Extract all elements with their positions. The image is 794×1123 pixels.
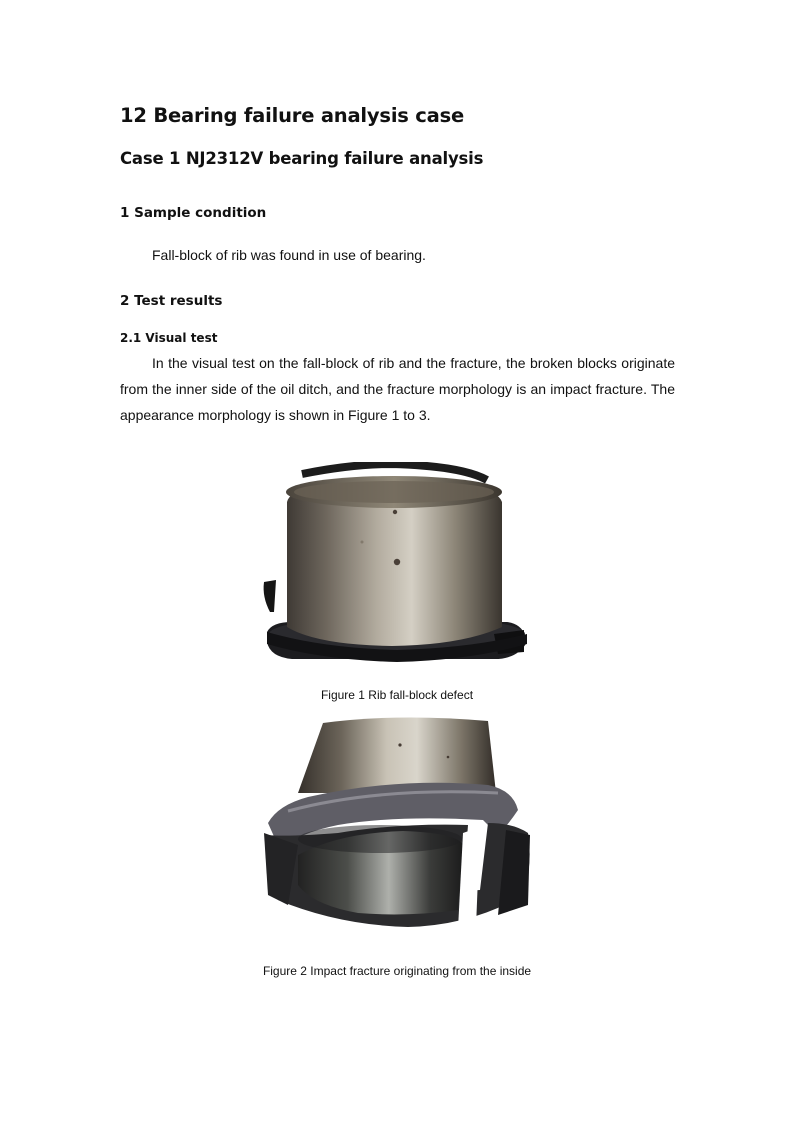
section-2-heading: 2 Test results	[120, 293, 223, 309]
figure-1-caption: Figure 1 Rib fall-block defect	[320, 688, 474, 702]
figure-2-caption: Figure 2 Impact fracture originating from the inside	[262, 964, 532, 978]
subsection-2-1-heading: 2.1 Visual test	[120, 331, 218, 345]
figure-2-fracture-photo	[258, 715, 538, 935]
section-1-heading: 1 Sample condition	[120, 205, 267, 221]
figure-1-bearing-photo	[262, 462, 532, 667]
case-title: Case 1 NJ2312V bearing failure analysis	[120, 149, 484, 168]
section-1-text: Fall-block of rib was found in use of bearing.	[152, 247, 426, 263]
chapter-title: 12 Bearing failure analysis case	[120, 104, 465, 127]
subsection-2-1-text: In the visual test on the fall-block of rib and the fracture, the broken blocks originate from the inner side of the oil ditch, and the fracture morphology is an impact fracture. The appearance morphology is shown in Figure 1 to 3.	[120, 355, 675, 423]
